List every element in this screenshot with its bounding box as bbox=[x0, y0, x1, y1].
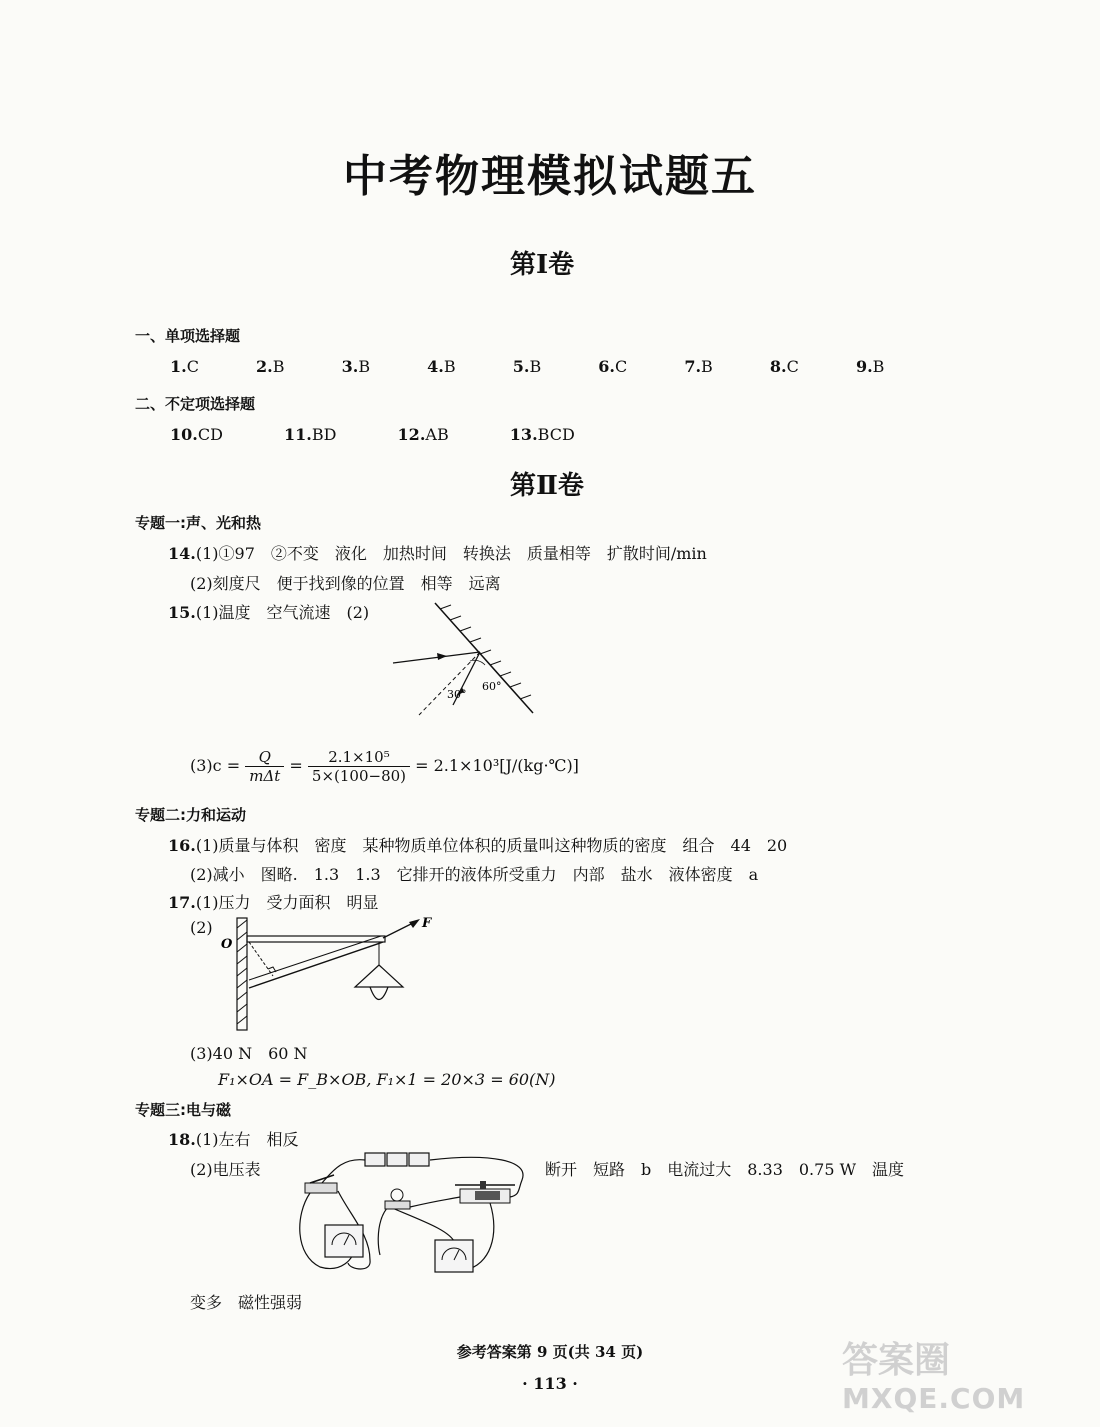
pivot-O-label: O bbox=[221, 937, 233, 952]
answer-item: 13.BCD bbox=[509, 425, 575, 444]
single-choice-answers bbox=[170, 357, 936, 376]
q17-line-4: F₁×OA = F_B×OB, F₁×1 = 20×3 = 60(N) bbox=[218, 1070, 556, 1089]
q15-line-1: 15.(1)温度 空气流速 (2) bbox=[168, 603, 370, 622]
answer-item: 11.BD bbox=[284, 425, 337, 444]
multi-choice-answers bbox=[170, 425, 627, 444]
answer-item: 5.B bbox=[512, 357, 542, 376]
ammeter bbox=[325, 1225, 363, 1257]
q14-line-1: 14.(1)①97 ②不变 液化 加热时间 转换法 质量相等 扩散时间/min bbox=[168, 544, 707, 563]
incident-ray bbox=[393, 652, 480, 663]
q18-line-2: (2)电压表 bbox=[190, 1160, 261, 1179]
incident-arrow bbox=[437, 653, 447, 660]
answer-item: 1.C bbox=[170, 357, 199, 376]
answer-item: 2.B bbox=[256, 357, 285, 376]
fraction-q-over-mdt: $\frac{Q}{\text{mΔt}}$ bbox=[245, 748, 284, 785]
section-single-choice-heading: 一、单项选择题 bbox=[135, 327, 241, 345]
page-number: · 113 · bbox=[522, 1374, 578, 1393]
lamp-bulb bbox=[370, 987, 388, 1000]
answer-item: 12.AB bbox=[397, 425, 449, 444]
answer-item: 4.B bbox=[427, 357, 456, 376]
topic-2-heading: 专题二:力和运动 bbox=[135, 806, 246, 824]
answer-item: 3.B bbox=[341, 357, 371, 376]
section-multi-choice-heading: 二、不定项选择题 bbox=[135, 395, 256, 413]
q15-formula: (3)c = $\frac{Q}{\text{mΔt}}$ = $\frac{\text{2.1×10⁵}}{5\times(100-80)}$ = 2.1×10³[J/(kg·℃)] bbox=[190, 748, 579, 785]
volume-1-heading: 第Ⅰ卷 bbox=[510, 250, 575, 280]
q16-line-2: (2)减小 图略. 1.3 1.3 它排开的液体所受重力 内部 盐水 液体密度 a bbox=[190, 865, 759, 884]
answer-item: 8.C bbox=[769, 357, 799, 376]
answer-item: 10.CD bbox=[170, 425, 223, 444]
voltmeter bbox=[435, 1240, 473, 1272]
q17-line-1: 17.(1)压力 受力面积 明显 bbox=[168, 893, 379, 912]
wall-hatching bbox=[237, 920, 247, 1024]
watermark-logo: 答案圈 bbox=[842, 1340, 951, 1381]
rheostat bbox=[455, 1181, 515, 1203]
page-footer: 参考答案第 9 页(共 34 页) bbox=[456, 1343, 644, 1361]
page-title: 中考物理模拟试题五 bbox=[343, 151, 757, 202]
circuit-diagram bbox=[290, 1145, 540, 1280]
force-F-arrow bbox=[383, 922, 415, 938]
topic-3-heading: 专题三:电与磁 bbox=[135, 1101, 231, 1119]
fraction-numeric: $\frac{\text{2.1×10⁵}}{5\times(100-80)}$ bbox=[308, 748, 410, 785]
support-rod bbox=[249, 942, 383, 988]
volume-2-heading: 第Ⅱ卷 bbox=[510, 471, 584, 501]
angle-60-label: 60° bbox=[482, 680, 502, 693]
q17-line-3: (3)40 N 60 N bbox=[190, 1044, 308, 1063]
q16-line-1: 16.(1)质量与体积 密度 某种物质单位体积的质量叫这种物质的密度 组合 44 20 bbox=[168, 836, 788, 855]
q18-line-3: 变多 磁性强弱 bbox=[190, 1293, 303, 1312]
angle-30-label: 30° bbox=[447, 688, 467, 701]
answer-item: 6.C bbox=[598, 357, 628, 376]
q18-line-1: 18.(1)左右 相反 bbox=[168, 1130, 299, 1149]
answer-item: 7.B bbox=[684, 357, 713, 376]
force-arm-line bbox=[249, 942, 273, 976]
bulb-socket bbox=[385, 1189, 410, 1209]
lever-diagram bbox=[215, 910, 445, 1035]
watermark-url: MXQE.COM bbox=[842, 1382, 1026, 1415]
normal-line bbox=[419, 652, 480, 715]
wall bbox=[237, 918, 247, 1030]
q14-line-2: (2)刻度尺 便于找到像的位置 相等 远离 bbox=[190, 574, 501, 593]
lamp-shade bbox=[355, 965, 403, 987]
topic-1-heading: 专题一:声、光和热 bbox=[135, 514, 261, 532]
switch bbox=[305, 1175, 337, 1193]
force-F-label: F bbox=[422, 916, 432, 931]
battery-pack bbox=[365, 1153, 429, 1166]
q18-line-2-answers: 断开 短路 b 电流过大 8.33 0.75 W 温度 bbox=[545, 1160, 905, 1179]
q17-line-2: (2) bbox=[190, 918, 213, 937]
reflection-diagram bbox=[385, 595, 545, 745]
force-F-arrowhead bbox=[409, 919, 420, 928]
answer-item: 9.B bbox=[855, 357, 885, 376]
